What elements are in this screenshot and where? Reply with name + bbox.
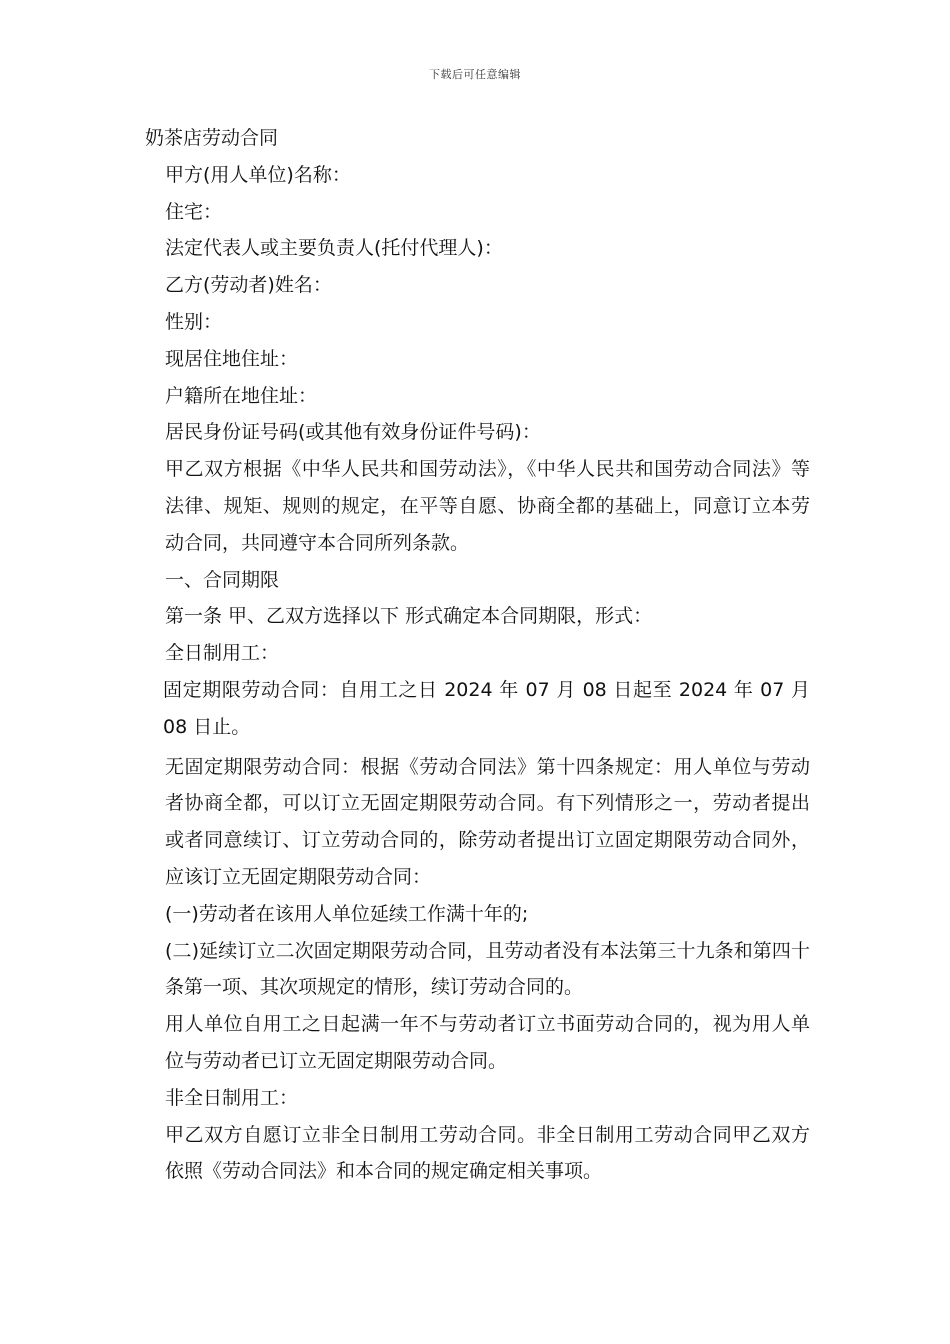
open-term-paragraph: 无固定期限劳动合同：根据《劳动合同法》第十四条规定：用人单位与劳动者协商全都，可以订立无固定期限劳动合同。有下列情形之一，劳动者提出或者同意续订、订立劳动合同的，除劳动者提出订立固定期限劳动合同外，应该订立无固定期限劳动合同： bbox=[165, 755, 810, 888]
party-b-id-label: 居民身份证号码(或其他有效身份证件号码)： bbox=[165, 421, 541, 444]
header-note: 下载后可任意编辑 bbox=[429, 68, 521, 81]
party-b-name-label: 乙方(劳动者)姓名： bbox=[165, 274, 332, 297]
section-1-heading: 一、合同期限 bbox=[165, 568, 280, 591]
party-b-gender-label: 性别： bbox=[165, 310, 223, 333]
open-term-item-2: (二)延续订立二次固定期限劳动合同，且劳动者没有本法第三十九条和第四十条第一项、其次项规定的情形，续订劳动合同的。 bbox=[165, 939, 810, 999]
parttime-paragraph: 甲乙双方自愿订立非全日制用工劳动合同。非全日制用工劳动合同甲乙双方依照《劳动合同法》和本合同的规定确定相关事项。 bbox=[165, 1123, 810, 1183]
open-term-item-1: (一)劳动者在该用人单位延续工作满十年的; bbox=[165, 902, 529, 925]
preamble-paragraph: 甲乙双方根据《中华人民共和国劳动法》，《中华人民共和国劳动合同法》等法律、规矩、规则的规定，在平等自愿、协商全都的基础上，同意订立本劳动合同，共同遵守本合同所列条款。 bbox=[165, 458, 810, 554]
article-1: 第一条 甲、乙双方选择以下 形式确定本合同期限，形式： bbox=[165, 605, 653, 628]
fixed-term-paragraph: 固定期限劳动合同：自用工之日 2024 年 07 月 08 日起至 2024 年 07 月 08 日止。 bbox=[163, 678, 810, 738]
document-body bbox=[145, 120, 810, 1190]
party-a-name-label: 甲方(用人单位)名称： bbox=[165, 163, 351, 186]
written-contract-paragraph: 用人单位自用工之日起满一年不与劳动者订立书面劳动合同的，视为用人单位与劳动者已订立无固定期限劳动合同。 bbox=[165, 1013, 810, 1072]
party-a-address-label: 住宅： bbox=[165, 200, 223, 223]
party-b-household-address-label: 户籍所在地住址： bbox=[165, 384, 318, 407]
parttime-heading: 非全日制用工： bbox=[165, 1086, 299, 1109]
party-b-current-address-label: 现居住地住址： bbox=[165, 347, 299, 370]
fulltime-heading: 全日制用工： bbox=[165, 642, 280, 665]
document-title: 奶茶店劳动合同 bbox=[145, 127, 279, 149]
party-a-representative-label: 法定代表人或主要负责人(托付代理人)： bbox=[165, 237, 503, 260]
